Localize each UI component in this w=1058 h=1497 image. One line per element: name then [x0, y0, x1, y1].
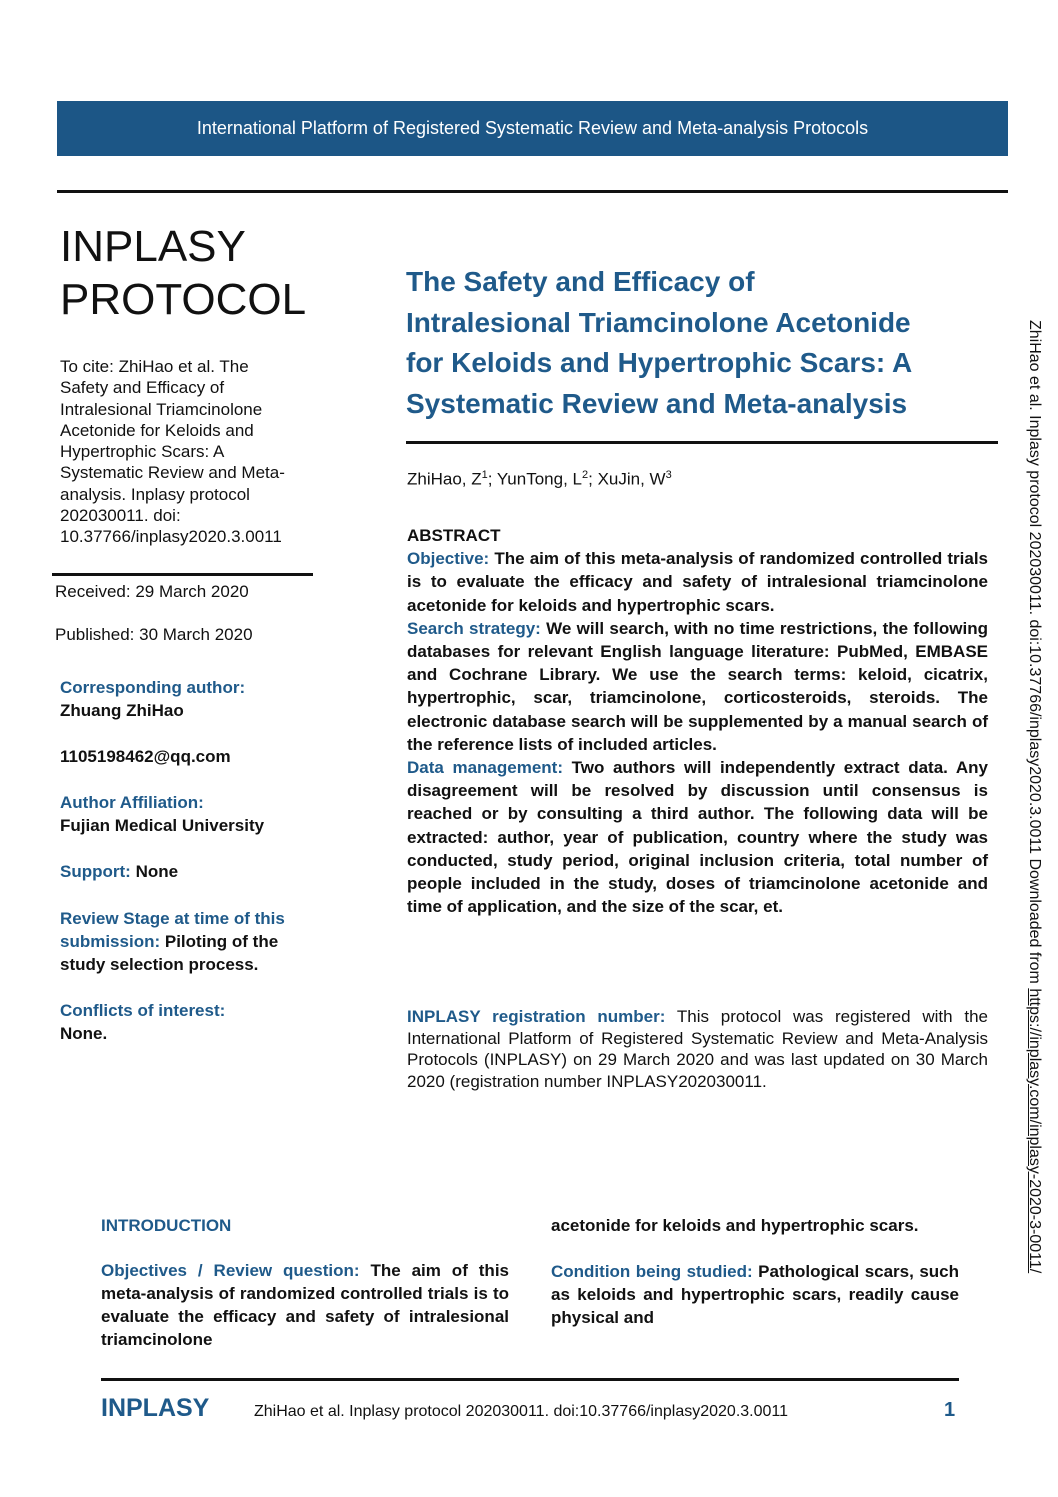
- stage-value: Piloting of the: [164, 932, 279, 951]
- brand-line-1: INPLASY: [60, 222, 246, 271]
- data-text: Two authors will independently extract data. Any disagreement will be resolved by discussion until consensus is reached or by consulting a third author. The following data will be extracted: author, year of publication, country where the study was conducted, study period, original inclusion criteria, total number of people included in the study, doses of triamcinolone acetonide and time of application, and the size of the scar, et.: [407, 758, 988, 917]
- data-label: Data management:: [407, 758, 563, 778]
- author-email: 1105198462@qq.com: [60, 747, 231, 766]
- paper-title: [406, 262, 1006, 424]
- cite-line: To cite: ZhiHao et al. The: [60, 357, 249, 376]
- cite-line: Intralesional Triamcinolone: [60, 399, 263, 419]
- author-name: ZhiHao, Z: [407, 469, 482, 489]
- download-link[interactable]: https://inplasy.com/inplasy-2020-3-0011/: [1026, 988, 1043, 1274]
- condition-label: Condition being studied:: [551, 1262, 753, 1281]
- banner-text: International Platform of Registered Systematic Review and Meta-analysis Protocols: [196, 118, 869, 138]
- introduction-heading: INTRODUCTION: [101, 1216, 232, 1235]
- objective-text: The aim of this meta-analysis of randomized controlled trials is to evaluate the efficacy and safety of intralesional triamcinolone acetonide for keloids and hypertrophic scars.: [407, 549, 988, 615]
- cite-line: 10.37766/inplasy2020.3.0011: [60, 527, 282, 547]
- cite-line: Safety and Efficacy of: [60, 378, 225, 398]
- corresponding-label: Corresponding author:: [60, 678, 246, 697]
- author-affiliation-number: 2: [581, 469, 589, 481]
- support-value: None: [135, 862, 179, 881]
- footer-citation: ZhiHao et al. Inplasy protocol 202030011. doi:10.37766/inplasy2020.3.0011: [254, 1403, 789, 1420]
- cite-line: Acetonide for Keloids and: [60, 420, 254, 440]
- title-rule: [406, 441, 998, 444]
- journal-banner: [57, 101, 1008, 156]
- author-affiliation-number: 1: [481, 469, 488, 481]
- support-block: [60, 860, 330, 883]
- cite-line: Hypertrophic Scars: A: [60, 442, 225, 462]
- registration-block: [407, 1006, 988, 1092]
- title-line: Systematic Review and Meta-analysis: [406, 387, 908, 419]
- abstract-data-management: [407, 756, 988, 918]
- conflicts-label: Conflicts of interest:: [60, 1001, 226, 1020]
- author-list: [407, 469, 672, 490]
- author-name: YunTong, L: [496, 469, 582, 489]
- corresponding-author: [60, 676, 330, 722]
- stage-label-2: submission:: [60, 932, 161, 951]
- brand-line-2: PROTOCOL: [60, 275, 307, 324]
- affiliation-value: Fujian Medical University: [60, 816, 265, 835]
- citation-block: [60, 356, 322, 548]
- cite-line: analysis. Inplasy protocol: [60, 484, 250, 504]
- author-separator: ;: [487, 469, 497, 489]
- objective-label: Objective:: [407, 549, 490, 569]
- author-affiliation-number: 3: [665, 469, 672, 481]
- affiliation-block: [60, 791, 330, 837]
- abstract-search-strategy: [407, 617, 988, 756]
- left-rule: [52, 573, 313, 576]
- review-stage-block: [60, 907, 330, 976]
- footer-brand: INPLASY: [101, 1394, 210, 1422]
- registration-text: This protocol was registered with the International Platform of Registered Systematic Review and Meta-Analysis Protocols (INPLASY) on 29 March 2020 and was last updated on 30 March 2020 (registration number INPLASY202030011.: [407, 1007, 988, 1091]
- abstract-heading: ABSTRACT: [407, 526, 501, 545]
- objectives-continued: acetonide for keloids and hypertrophic scars.: [551, 1216, 919, 1235]
- cite-line: Systematic Review and Meta-: [60, 463, 285, 483]
- stage-value-2: study selection process.: [60, 955, 259, 974]
- title-line: Intralesional Triamcinolone Acetonide: [406, 306, 911, 338]
- received-date: Received: 29 March 2020: [55, 582, 249, 601]
- stage-label: Review Stage at time of this: [60, 909, 285, 928]
- objectives-paragraph: [101, 1259, 509, 1351]
- conflicts-block: [60, 999, 330, 1045]
- conflicts-value: None.: [60, 1024, 108, 1043]
- cite-line: 202030011. doi:: [60, 506, 181, 526]
- side-citation: [1024, 320, 1044, 1410]
- objectives-label: Objectives / Review question:: [101, 1261, 360, 1280]
- support-label: Support:: [60, 862, 131, 881]
- intro-column-left: [101, 1214, 509, 1351]
- title-line: The Safety and Efficacy of: [406, 266, 755, 297]
- affiliation-label: Author Affiliation:: [60, 793, 204, 812]
- registration-label: INPLASY registration number:: [407, 1007, 666, 1026]
- intro-column-right: [551, 1214, 959, 1329]
- brand-title: [60, 220, 306, 326]
- objectives-text: The aim of this meta-analysis of randomized controlled trials is to evaluate the efficacy and safety of intralesional triamcinolone: [101, 1261, 509, 1349]
- page-number: 1: [944, 1399, 956, 1421]
- author-separator: ;: [588, 469, 598, 489]
- published-date: Published: 30 March 2020: [55, 625, 253, 644]
- footer-rule: [101, 1378, 959, 1381]
- corresponding-name: Zhuang ZhiHao: [60, 701, 184, 720]
- email-block: [60, 745, 330, 768]
- top-rule: [57, 190, 1008, 193]
- abstract: [407, 524, 988, 918]
- condition-text: Pathological scars, such as keloids and hypertrophic scars, readily cause physical and: [551, 1262, 959, 1327]
- condition-paragraph: [551, 1260, 959, 1329]
- author-name: XuJin, W: [597, 469, 666, 489]
- side-cite-text: ZhiHao et al. Inplasy protocol 202030011. doi:10.37766/inplasy2020.3.0011 Downloaded from: [1026, 320, 1043, 989]
- search-text: We will search, with no time restrictions, the following databases for relevant English language literature: PubMed, EMBASE and Cochrane Library. We use the search terms: keloid, cicatrix, hypertrophic, scar, triamcinolone, corticosteroids, steroids. The electronic database search will be supplemented by a manual search of the reference lists of included articles.: [407, 618, 988, 754]
- title-line: for Keloids and Hypertrophic Scars: A: [406, 347, 913, 378]
- abstract-objective: [407, 547, 988, 617]
- search-label: Search strategy:: [407, 618, 541, 638]
